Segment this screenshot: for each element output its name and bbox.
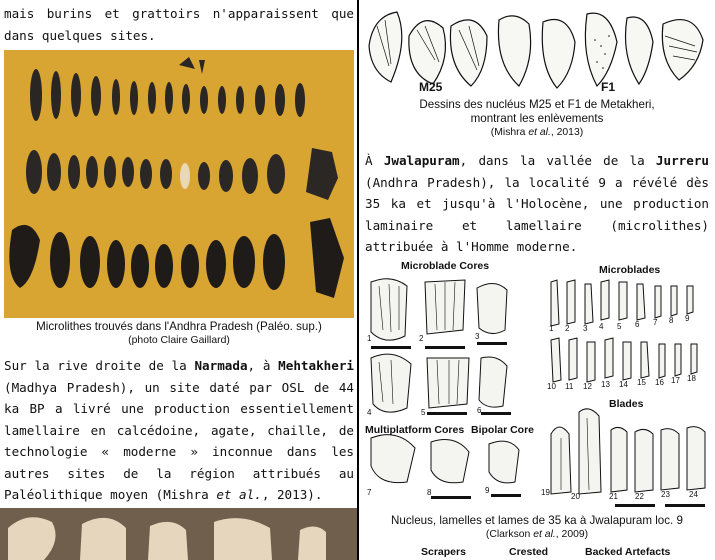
nucleus-drawings-svg (365, 6, 709, 98)
fig-number: 18 (687, 374, 696, 383)
fig-number: 7 (367, 488, 372, 497)
fig-number: 1 (367, 334, 372, 343)
fig-number: 1 (549, 324, 554, 333)
fig-number: 3 (475, 332, 480, 341)
place-jurreru: Jurreru (655, 153, 709, 168)
microliths-photo (4, 50, 354, 318)
fig-number: 4 (599, 322, 604, 331)
fig-number: 21 (609, 492, 618, 501)
place-narmada: Narmada (194, 358, 248, 373)
fig-number: 5 (617, 322, 622, 331)
intro-paragraph: mais burins et grattoirs n'apparaissent que dans quelques sites. (4, 6, 354, 43)
fig-number: 15 (637, 378, 646, 387)
microliths-caption-credit: (photo Claire Gaillard) (128, 335, 230, 346)
label-f1: F1 (601, 80, 616, 94)
place-mehtakheri: Mehtakheri (278, 358, 354, 373)
fig-number: 5 (421, 408, 426, 417)
artefacts-photo-strip (0, 508, 357, 560)
label-bipolar-core: Bipolar Core (471, 424, 535, 436)
fig-number: 4 (367, 408, 372, 417)
fig-number: 20 (571, 492, 580, 501)
citation-pre: (Mishra (490, 127, 529, 138)
fig-number: 3 (583, 324, 588, 333)
microliths-caption (4, 320, 354, 347)
fig-number: 12 (583, 382, 592, 391)
drawings-caption-line1: Dessins des nucléus M25 et F1 de Metakheri, (419, 98, 655, 111)
label-crested: Crested (509, 546, 549, 558)
label-microblade-cores: Microblade Cores (401, 260, 490, 272)
microliths-caption-line1: Microlithes trouvés dans l'Andhra Pradesh (Paléo. sup.) (36, 320, 322, 333)
jwalapuram-figure-drawing (365, 262, 711, 514)
artefacts-photo-drawing (0, 508, 357, 560)
fig-number: 9 (685, 314, 690, 323)
fig-number: 9 (485, 486, 490, 495)
fig-number: 16 (655, 378, 664, 387)
fig-number: 23 (661, 490, 670, 499)
jwalapuram-caption-line1: Nucleus, lamelles et lames de 35 ka à Jwalapuram loc. 9 (391, 514, 683, 527)
narmada-text-4: , 2013). (261, 487, 323, 502)
narmada-paragraph (4, 355, 354, 506)
citation2-etal: et al. (533, 529, 556, 540)
right-column (359, 0, 715, 560)
fig-number: 11 (565, 382, 574, 391)
jwalapuram-caption (359, 514, 715, 541)
left-column (0, 0, 357, 560)
label-m25: M25 (419, 80, 443, 94)
citation2-post: , 2009) (555, 529, 589, 540)
narmada-text-2: , à (247, 358, 279, 373)
jwala-text-3: (Andhra Pradesh), la localité 9 a révélé dès 35 ka et jusqu'à l'Holocène, une production laminaire et lamellaire (microlithes) attribuée à l'Homme moderne. (365, 174, 709, 254)
fig-number: 22 (635, 492, 644, 501)
jwalapuram-paragraph (365, 150, 709, 258)
drawings-caption (359, 98, 715, 139)
fig-number: 17 (671, 376, 680, 385)
jwala-text-1: À (365, 153, 384, 168)
citation2-pre: (Clarkson (485, 529, 534, 540)
place-jwalapuram: Jwalapuram (383, 153, 460, 168)
label-multiplatform-cores: Multiplatform Cores (365, 424, 465, 436)
drawings-caption-citation (359, 126, 715, 139)
microliths-photo-drawing (4, 50, 354, 318)
fig-number: 14 (619, 380, 628, 389)
jwalapuram-figure (365, 262, 711, 514)
fig-number: 6 (477, 406, 482, 415)
fig-number: 8 (427, 488, 432, 497)
narmada-etal: et al. (216, 487, 262, 502)
bottom-figure-labels (359, 546, 715, 560)
fig-number: 8 (669, 316, 674, 325)
fig-number: 7 (653, 318, 658, 327)
label-microblades: Microblades (599, 264, 661, 276)
label-blades: Blades (609, 398, 644, 410)
jwalapuram-caption-citation (359, 528, 715, 541)
nucleus-drawings (365, 6, 709, 98)
drawings-caption-line2: montrant les enlèvements (470, 112, 604, 125)
fig-number: 2 (419, 334, 424, 343)
fig-number: 6 (635, 320, 640, 329)
fig-number: 19 (541, 488, 550, 497)
fig-number: 13 (601, 380, 610, 389)
label-scrapers: Scrapers (421, 546, 466, 558)
fig-number: 24 (689, 490, 698, 499)
narmada-text-3: (Madhya Pradesh), un site daté par OSL de 44 ka BP a livré une production essentiellement lamellaire en calcédoine, agate, chaille, de technologie « moderne » inconnue dans les autres sites de la région attribués au Paléolithique moyen (Mishra (4, 379, 354, 502)
citation-etal: et al. (528, 127, 551, 138)
narmada-text-1: Sur la rive droite de la (4, 358, 195, 373)
fig-number: 2 (565, 324, 570, 333)
jwala-text-2: , dans la vallée de la (459, 153, 656, 168)
citation-post: , 2013) (550, 127, 584, 138)
label-backed-artefacts: Backed Artefacts (585, 546, 671, 558)
fig-number: 10 (547, 382, 556, 391)
